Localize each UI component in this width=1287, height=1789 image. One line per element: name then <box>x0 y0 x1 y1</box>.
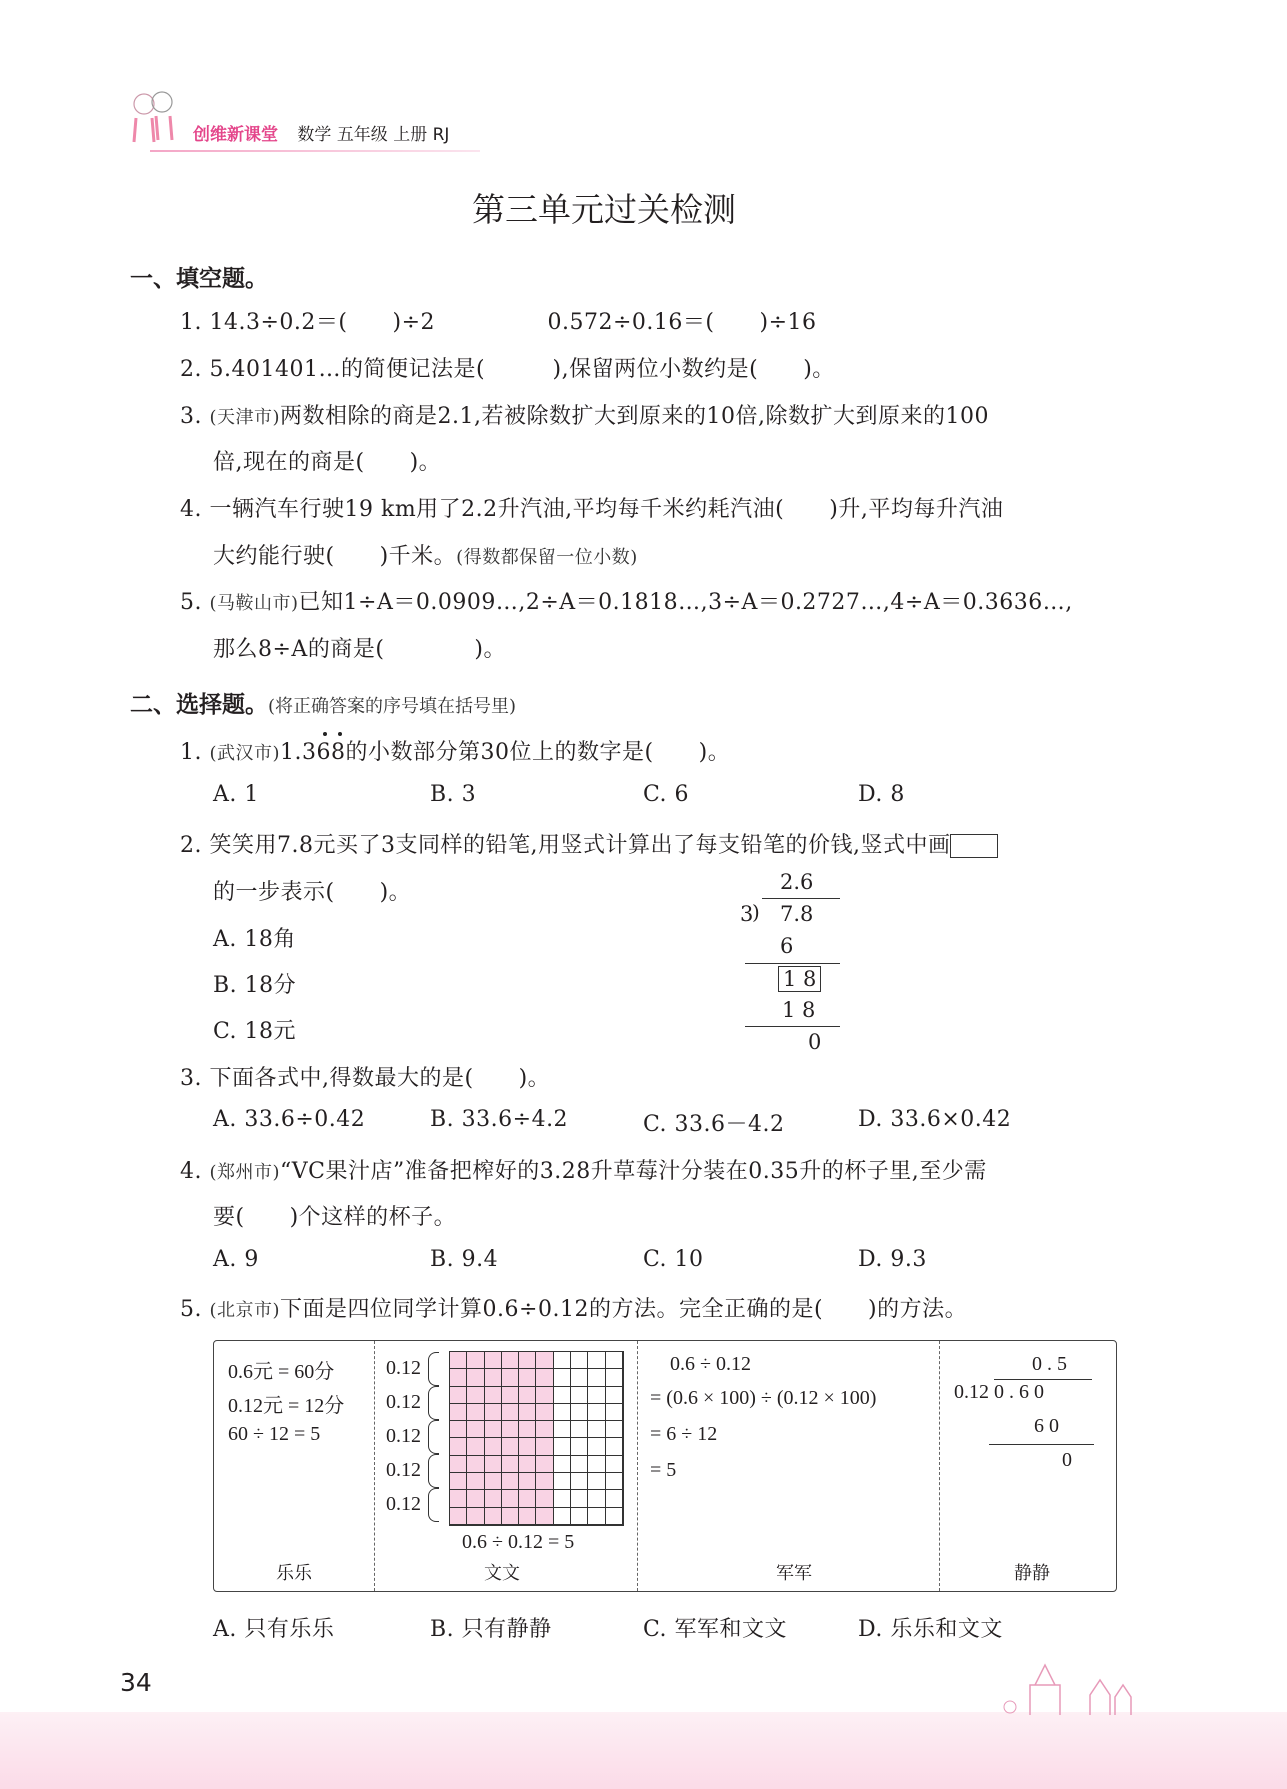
grid-cell <box>450 1387 467 1404</box>
footer-band <box>0 1712 1287 1789</box>
question-1-1: 1. 14.3÷0.2＝( )÷2 0.572÷0.16＝( )÷16 <box>180 310 817 335</box>
grid-cell <box>467 1352 484 1369</box>
jingjing-dividend: 0 . 6 0 <box>994 1381 1044 1403</box>
hundred-grid <box>449 1351 624 1526</box>
grid-cell <box>502 1352 519 1369</box>
grid-cell <box>588 1387 605 1404</box>
option-2-2-c: C. 18元 <box>213 1019 297 1044</box>
junjun-line: = 5 <box>650 1459 677 1481</box>
grid-cell <box>588 1508 605 1525</box>
grid-cell <box>450 1352 467 1369</box>
grid-cell <box>519 1352 536 1369</box>
grid-cell <box>467 1369 484 1386</box>
grid-cell <box>536 1438 553 1455</box>
grid-cell <box>571 1352 588 1369</box>
grid-cell <box>467 1404 484 1421</box>
page: 创维新课堂 数学 五年级 上册 RJ 第三单元过关检测 一、填空题。 1. 14.3÷0.2＝( )÷2 0.572÷0.16＝( )÷16 2. 5.401401…的简便记法是( ),保留两位小数约是( )。 3. (天津市)两数相除的商是2.1,若被除数扩大到原来的10倍,除数扩大到原来的100 倍,现在的商是( )。 4. 一辆汽车行驶19 km用了2.2升汽油,平均每千米约耗汽油( )升,平均每升汽油 大约能行驶( )千米。(得数都保留一位小数) 5. (马鞍山市)已知1÷A＝0.0909…,2÷A＝0.1818…,3÷A＝0.2727…,4÷A＝0.3636…, 那么8÷A的商是( )。 二、选择题。(将正确答案的序号填在括号里) 1. (武汉市)1.368的小数部分第30位上的数字是( )。 A. 1 B. 3 C. 6 D. 8 2. 笑笑用7.8元买了3支同样的铅笔,用竖式计算出了每支铅笔的价钱,竖式中画 的一步表示( )。 A. 18角 B. 18分 C. 18元 2.6 3 ) 7.8 6 1 8 1 8 0 3. 下面各式中,得数最大的是( )。 A. 33.6÷0.42 B. 33.6÷4.2 C. 33.6－4.2 D. 33.6×0.42 4. (郑州市)“VC果汁店”准备把榨好的3.28升草莓汁分装在0.35升的杯子里,至少需 要( )个这样的杯子。 A. 9 B. 9.4 C. 10 D. 9.3 5. (北京市)下面是四位同学计算0.6÷0.12的方法。完全正确的是( )的方法。 0.6元 = 60分 0.12元 = 12分 60 ÷ 12 = 5 乐乐 0.12 0.12 0.12 0.12 0.12 0.6 ÷ 0.12 = 5 文文 0.6 ÷ 0.12 = (0.6 × 100) ÷ (0.12 × 100) = 6 ÷ 12 = 5 军军 0 . 5 0.12 0 . 6 0 6 0 0 静静 A. 只有乐乐 B. 只有静静 C. 军军和文文 D. 乐乐和文文 34 <box>0 0 1287 1789</box>
header <box>193 120 449 145</box>
grid-cell <box>554 1490 571 1507</box>
grid-cell <box>519 1421 536 1438</box>
grid-cell <box>450 1508 467 1525</box>
grid-label: 0.12 <box>386 1459 421 1481</box>
grid-cell <box>554 1421 571 1438</box>
grid-cell <box>571 1490 588 1507</box>
grid-cell <box>588 1369 605 1386</box>
grid-cell <box>467 1387 484 1404</box>
grid-cell <box>588 1456 605 1473</box>
wenwen-result: 0.6 ÷ 0.12 = 5 <box>462 1531 575 1553</box>
grid-cell <box>519 1387 536 1404</box>
subject: 数学 <box>297 125 332 145</box>
grid-cell <box>519 1456 536 1473</box>
jingjing-step: 6 0 <box>1034 1415 1059 1437</box>
grid-cell <box>571 1404 588 1421</box>
header-underline <box>150 150 480 152</box>
grid-cell <box>450 1404 467 1421</box>
grid-cell <box>485 1369 502 1386</box>
grid-cell <box>536 1404 553 1421</box>
grid-cell <box>588 1473 605 1490</box>
grid-cell <box>502 1490 519 1507</box>
lele-line: 0.6元 = 60分 <box>228 1361 335 1383</box>
grid-cell <box>450 1456 467 1473</box>
lele-line: 0.12元 = 12分 <box>228 1395 345 1417</box>
grid-cell <box>536 1473 553 1490</box>
grid-cell <box>450 1369 467 1386</box>
grid-cell <box>485 1421 502 1438</box>
grid-cell <box>606 1369 623 1386</box>
question-1-4: 4. 一辆汽车行驶19 km用了2.2升汽油,平均每千米约耗汽油( )升,平均每升汽油 <box>180 497 1004 522</box>
grid-cell <box>485 1352 502 1369</box>
grid-cell <box>502 1508 519 1525</box>
option-2-2-b: B. 18分 <box>213 973 297 998</box>
grid-cell <box>519 1438 536 1455</box>
grid-cell <box>450 1438 467 1455</box>
question-2-2: 2. 笑笑用7.8元买了3支同样的铅笔,用竖式计算出了每支铅笔的价钱,竖式中画 <box>180 828 998 859</box>
page-number: 34 <box>120 1668 152 1697</box>
grid-cell <box>606 1404 623 1421</box>
grid-cell <box>571 1387 588 1404</box>
grid-cell <box>502 1421 519 1438</box>
grid-cell <box>536 1508 553 1525</box>
grid-cell <box>519 1473 536 1490</box>
grid-cell <box>588 1438 605 1455</box>
grid-cell <box>606 1490 623 1507</box>
grid-cell <box>485 1404 502 1421</box>
grid-cell <box>467 1473 484 1490</box>
grid-cell <box>485 1438 502 1455</box>
option-2-2-a: A. 18角 <box>213 927 296 952</box>
page-title: 第三单元过关检测 <box>472 190 736 229</box>
highlight-box <box>950 834 998 858</box>
section-heading-choice: 二、选择题。(将正确答案的序号填在括号里) <box>130 692 517 718</box>
grid-cell <box>554 1369 571 1386</box>
grid-cell <box>502 1473 519 1490</box>
grid-cell <box>450 1473 467 1490</box>
junjun-name: 军军 <box>776 1563 812 1583</box>
grid-cell <box>588 1421 605 1438</box>
grid-cell <box>554 1508 571 1525</box>
grid-cell <box>571 1456 588 1473</box>
grid-cell <box>536 1421 553 1438</box>
brand-name: 创维新课堂 <box>193 125 278 145</box>
question-1-2: 2. 5.401401…的简便记法是( ),保留两位小数约是( )。 <box>180 357 835 382</box>
grid-label: 0.12 <box>386 1493 421 1515</box>
grid-cell <box>571 1421 588 1438</box>
grid-cell <box>606 1456 623 1473</box>
jingjing-divisor: 0.12 <box>954 1381 989 1403</box>
grid-cell <box>536 1369 553 1386</box>
section-heading-fill-blank: 一、填空题。 <box>130 266 268 292</box>
grid-cell <box>554 1473 571 1490</box>
castle-illustration <box>990 1655 1160 1721</box>
grid-label: 0.12 <box>386 1357 421 1379</box>
grid-cell <box>502 1456 519 1473</box>
grid-cell <box>571 1508 588 1525</box>
grid-cell <box>606 1473 623 1490</box>
question-1-3: 3. (天津市)两数相除的商是2.1,若被除数扩大到原来的10倍,除数扩大到原来的100 <box>180 404 990 429</box>
jingjing-remainder: 0 <box>1062 1449 1072 1471</box>
grid-cell <box>467 1456 484 1473</box>
grid-cell <box>554 1352 571 1369</box>
grid-cell <box>554 1456 571 1473</box>
grid-cell <box>485 1490 502 1507</box>
question-2-5: 5. (北京市)下面是四位同学计算0.6÷0.12的方法。完全正确的是( )的方法。 <box>180 1297 968 1322</box>
grid-cell <box>485 1508 502 1525</box>
grid-cell <box>554 1387 571 1404</box>
jingjing-quotient: 0 . 5 <box>1032 1353 1067 1375</box>
grid-label: 0.12 <box>386 1391 421 1413</box>
grid-cell <box>519 1404 536 1421</box>
highlighted-step: 1 8 <box>778 966 821 992</box>
grid-cell <box>502 1404 519 1421</box>
grade: 五年级 <box>336 125 388 145</box>
grid-cell <box>502 1438 519 1455</box>
grid-cell <box>485 1456 502 1473</box>
question-2-4: 4. (郑州市)“VC果汁店”准备把榨好的3.28升草莓汁分装在0.35升的杯子里,至少需 <box>180 1159 987 1184</box>
grid-cell <box>588 1352 605 1369</box>
grid-cell <box>536 1387 553 1404</box>
edition: RJ <box>432 125 450 145</box>
grid-cell <box>588 1404 605 1421</box>
grid-cell <box>606 1387 623 1404</box>
junjun-line: 0.6 ÷ 0.12 <box>670 1353 751 1375</box>
question-1-3-cont: 倍,现在的商是( )。 <box>213 450 442 475</box>
grid-cell <box>485 1473 502 1490</box>
mascot-illustration <box>128 90 180 152</box>
grid-cell <box>588 1490 605 1507</box>
grid-cell <box>502 1369 519 1386</box>
grid-cell <box>519 1490 536 1507</box>
grid-cell <box>571 1473 588 1490</box>
jingjing-name: 静静 <box>1014 1563 1050 1583</box>
grid-cell <box>467 1490 484 1507</box>
grid-cell <box>606 1508 623 1525</box>
question-2-2-cont: 的一步表示( )。 <box>213 880 412 905</box>
question-1-5: 5. (马鞍山市)已知1÷A＝0.0909…,2÷A＝0.1818…,3÷A＝0.2727…,4÷A＝0.3636…, <box>180 590 1073 615</box>
question-1-4-cont: 大约能行驶( )千米。(得数都保留一位小数) <box>213 544 638 569</box>
grid-cell <box>450 1421 467 1438</box>
grid-cell <box>536 1352 553 1369</box>
wenwen-name: 文文 <box>484 1563 520 1583</box>
grid-cell <box>502 1387 519 1404</box>
grid-cell <box>485 1387 502 1404</box>
grid-cell <box>606 1438 623 1455</box>
question-2-4-cont: 要( )个这样的杯子。 <box>213 1205 457 1230</box>
grid-cell <box>450 1490 467 1507</box>
lele-line: 60 ÷ 12 = 5 <box>228 1423 321 1445</box>
lele-name: 乐乐 <box>276 1563 312 1583</box>
grid-cell <box>467 1508 484 1525</box>
grid-cell <box>571 1369 588 1386</box>
grid-cell <box>467 1421 484 1438</box>
junjun-line: = 6 ÷ 12 <box>650 1423 718 1445</box>
grid-cell <box>571 1438 588 1455</box>
grid-cell <box>467 1438 484 1455</box>
grid-cell <box>606 1352 623 1369</box>
question-1-5-cont: 那么8÷A的商是( )。 <box>213 637 506 662</box>
grid-cell <box>519 1508 536 1525</box>
grid-cell <box>536 1456 553 1473</box>
grid-cell <box>554 1438 571 1455</box>
long-division-2-2: 2.6 3 ) 7.8 6 1 8 1 8 0 <box>740 870 840 1055</box>
junjun-line: = (0.6 × 100) ÷ (0.12 × 100) <box>650 1387 877 1409</box>
volume: 上册 <box>393 125 428 145</box>
grid-label: 0.12 <box>386 1425 421 1447</box>
question-2-1: 1. (武汉市)1.368的小数部分第30位上的数字是( )。 <box>180 740 731 765</box>
methods-table <box>213 1340 1117 1592</box>
grid-cell <box>519 1369 536 1386</box>
grid-cell <box>554 1404 571 1421</box>
question-2-3: 3. 下面各式中,得数最大的是( )。 <box>180 1066 551 1091</box>
grid-cell <box>606 1421 623 1438</box>
grid-cell <box>536 1490 553 1507</box>
